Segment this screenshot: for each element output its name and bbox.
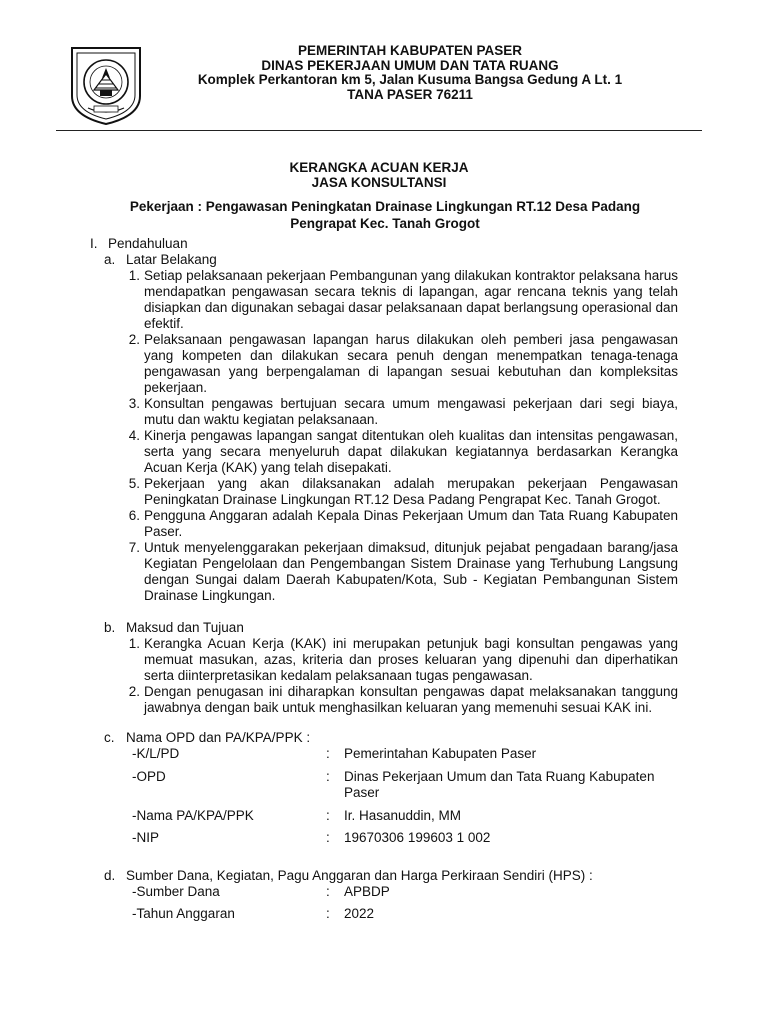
subsection-a-heading: Latar Belakang xyxy=(126,252,217,267)
section-heading: Pendahuluan xyxy=(108,236,188,251)
list-item-text: Kerangka Acuan Kerja (KAK) ini merupakan petunjuk bagi konsultan pengawas yang memuat masukan, azas, kriteria dan proses keluaran yang dipenuhi dan diperhatikan serta diinterpretasikan kedalam pelaksanaan tugas pengawasan. xyxy=(144,636,678,683)
list-item-number: 6. xyxy=(128,508,140,523)
list-item-text: Setiap pelaksanaan pekerjaan Pembangunan yang dilakukan kontraktor pelaksana harus mendapatkan pengawasan secara teknis di lapangan, agar rencana teknis yang telah disiapkan dan digunakan sebagai dasar pelaksanaan dapat berlangsung operasional dan efektif. xyxy=(144,268,678,331)
field-colon: : xyxy=(326,830,330,845)
subsection-c-heading: Nama OPD dan PA/KPA/PPK : xyxy=(126,730,311,745)
list-item-text: Konsultan pengawas bertujuan secara umum mengawasi pekerjaan dari segi biaya, mutu dan waktu kegiatan pelaksanaan. xyxy=(144,396,678,427)
list-item-text: Kinerja pengawas lapangan sangat ditentukan oleh kualitas dan intensitas pengawasan, serta yang secara menyeluruh dapat dilakukan kegiatannya berdasarkan Kerangka Acuan Kerja (KAK) yang telah disepakati. xyxy=(144,428,678,475)
subsection-c-letter: c. xyxy=(104,730,115,745)
field-label: -K/L/PD xyxy=(132,746,180,761)
field-label: -OPD xyxy=(132,769,166,784)
list-item-number: 7. xyxy=(128,540,140,555)
subsection-b-heading: Maksud dan Tujuan xyxy=(126,620,244,635)
field-value: Dinas Pekerjaan Umum dan Tata Ruang Kabupaten Paser xyxy=(344,769,655,800)
project-title-line2: Pengrapat Kec. Tanah Grogot xyxy=(290,216,480,231)
list-item-text: Untuk menyelenggarakan pekerjaan dimaksud, ditunjuk pejabat pengadaan barang/jasa Kegiatan Pengelolaan dan Pengembangan Sistem Drainase yang Terhubung Langsung dengan Sungai dalam Daerah Kabupaten/Kota, Sub - Kegiatan Pembangunan Sistem Drainase Lingkungan. xyxy=(144,540,678,603)
letterhead-city: TANA PASER 76211 xyxy=(347,86,473,102)
list-item-number: 5. xyxy=(128,476,140,491)
field-label: -Tahun Anggaran xyxy=(132,906,235,921)
field-colon: : xyxy=(326,906,330,921)
list-item-number: 2. xyxy=(128,684,140,699)
subsection-d-heading: Sumber Dana, Kegiatan, Pagu Anggaran dan Harga Perkiraan Sendiri (HPS) : xyxy=(126,868,593,883)
field-value: 2022 xyxy=(344,906,375,921)
letterhead-divider xyxy=(56,130,702,131)
field-colon: : xyxy=(326,808,330,823)
project-title-line1: Pekerjaan : Pengawasan Peningkatan Drainase Lingkungan RT.12 Desa Padang xyxy=(129,199,641,214)
list-item-number: 1. xyxy=(128,268,140,283)
letterhead-agency: DINAS PEKERJAAN UMUM DAN TATA RUANG xyxy=(261,57,559,73)
list-item-number: 4. xyxy=(128,428,140,443)
list-item-text: Pekerjaan yang akan dilaksanakan adalah merupakan pekerjaan Pengawasan Peningkatan Drainase Lingkungan RT.12 Desa Padang Pengrapat Kec. Tanah Grogot. xyxy=(144,476,678,507)
letterhead-address: Komplek Perkantoran km 5, Jalan Kusuma Bangsa Gedung A Lt. 1 xyxy=(197,72,623,87)
field-value: Pemerintahan Kabupaten Paser xyxy=(344,746,537,761)
project-title xyxy=(100,198,670,232)
field-colon: : xyxy=(326,884,330,899)
document-title xyxy=(56,160,702,190)
list-item-text: Dengan penugasan ini diharapkan konsultan pengawas dapat melaksanakan tanggung jawabnya dengan baik untuk menghasilkan keluaran yang memenuhi sesuai KAK ini. xyxy=(144,684,678,715)
list-item-text: Pelaksanaan pengawasan lapangan harus dilakukan oleh pemberi jasa pengawasan yang kompeten dan dilakukan secara penuh dengan menempatkan tenaga-tenaga pengawasan yang berpengalaman di lapangan sesuai kebutuhan dan kompleksitas pekerjaan. xyxy=(144,332,678,395)
subsection-a-letter: a. xyxy=(104,252,116,267)
field-label: -Nama PA/KPA/PPK xyxy=(132,808,254,823)
field-label: -Sumber Dana xyxy=(132,884,220,899)
list-item-number: 3. xyxy=(128,396,140,411)
field-value: APBDP xyxy=(344,884,390,899)
letterhead-government: PEMERINTAH KABUPATEN PASER xyxy=(297,43,522,58)
paser-regency-crest-icon xyxy=(66,44,146,126)
subsection-b-letter: b. xyxy=(104,620,116,635)
field-value: Ir. Hasanuddin, MM xyxy=(344,808,462,823)
letterhead xyxy=(150,44,670,102)
field-colon: : xyxy=(326,746,330,761)
list-item-number: 1. xyxy=(128,636,140,651)
field-value: 19670306 199603 1 002 xyxy=(344,830,491,845)
section-number: I. xyxy=(90,236,98,251)
list-item-number: 2. xyxy=(128,332,140,347)
list-item-text: Pengguna Anggaran adalah Kepala Dinas Pekerjaan Umum dan Tata Ruang Kabupaten Paser. xyxy=(144,508,678,539)
document-title-line2: JASA KONSULTANSI xyxy=(311,175,447,190)
field-colon: : xyxy=(326,769,330,784)
subsection-d-letter: d. xyxy=(104,868,116,883)
document-title-line1: KERANGKA ACUAN KERJA xyxy=(289,160,469,175)
field-label: -NIP xyxy=(132,830,159,845)
